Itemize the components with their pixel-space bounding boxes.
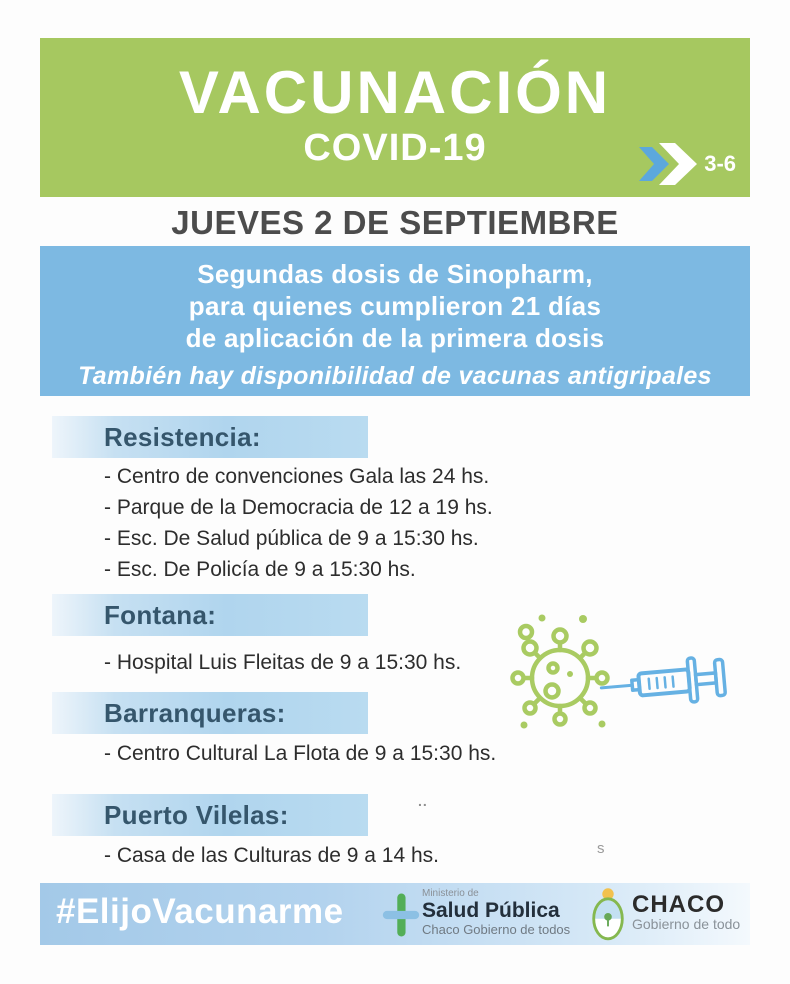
government-logo-text (632, 893, 740, 932)
list-item: - Esc. De Salud pública de 9 a 15:30 hs. (104, 527, 479, 550)
hashtag-label: #ElijoVacunarme (56, 892, 344, 931)
list-item: - Esc. De Policía de 9 a 15:30 hs. (104, 558, 416, 581)
section-items-resistencia (104, 461, 493, 585)
notice-line: para quienes cumplieron 21 días (188, 291, 602, 321)
section-items-fontana (104, 647, 461, 678)
artifact-letter: s (597, 840, 605, 857)
notice-line: Segundas dosis de Sinopharm, (197, 259, 593, 289)
footer-bar (40, 883, 750, 945)
notice-footnote: También hay disponibilidad de vacunas antigripales (78, 362, 712, 390)
date-heading: JUEVES 2 DE SEPTIEMBRE (171, 204, 619, 241)
poster-subtitle: COVID-19 (303, 127, 487, 169)
list-item: - Centro Cultural La Flota de 9 a 15:30 hs. (104, 742, 497, 765)
chaco-crest-icon (588, 886, 628, 942)
header-banner (40, 38, 750, 197)
section-bar-fontana (52, 594, 368, 636)
section-bar-resistencia (52, 416, 368, 458)
double-chevron-right-icon (639, 141, 701, 187)
health-cross-icon (382, 892, 420, 938)
ministry-logo-text (422, 888, 570, 937)
list-item: - Casa de las Culturas de 9 a 14 hs. (104, 844, 440, 867)
section-items-puerto-vilelas (104, 840, 439, 871)
section-items-barranqueras (104, 738, 496, 769)
section-title: Resistencia: (104, 421, 261, 452)
government-sub-label: Gobierno de todo (632, 916, 741, 932)
section-title: Barranqueras: (104, 697, 286, 728)
syringe-icon (596, 646, 743, 716)
ministry-pre-label: Ministerio de (422, 888, 479, 899)
age-badge (639, 141, 736, 187)
notice-line: de aplicación de la primera dosis (185, 323, 605, 353)
government-name-label: CHACO (632, 891, 725, 918)
list-item: - Hospital Luis Fleitas de 9 a 15:30 hs. (104, 651, 462, 674)
notice-box (40, 246, 750, 396)
ministry-name-label: Salud Pública (422, 899, 560, 922)
list-item: - Parque de la Democracia de 12 a 19 hs. (104, 496, 493, 519)
age-badge-label: 3-6 (704, 151, 736, 176)
ministry-sub-label: Chaco Gobierno de todos (422, 922, 571, 937)
section-title: Fontana: (104, 599, 217, 630)
section-bar-puerto-vilelas (52, 794, 368, 836)
poster-title: VACUNACIÓN (178, 59, 612, 126)
section-title: Puerto Vilelas: (104, 799, 289, 830)
artifact-dots: .. (418, 793, 428, 809)
list-item: - Centro de convenciones Gala las 24 hs. (104, 465, 490, 488)
section-bar-barranqueras (52, 692, 368, 734)
